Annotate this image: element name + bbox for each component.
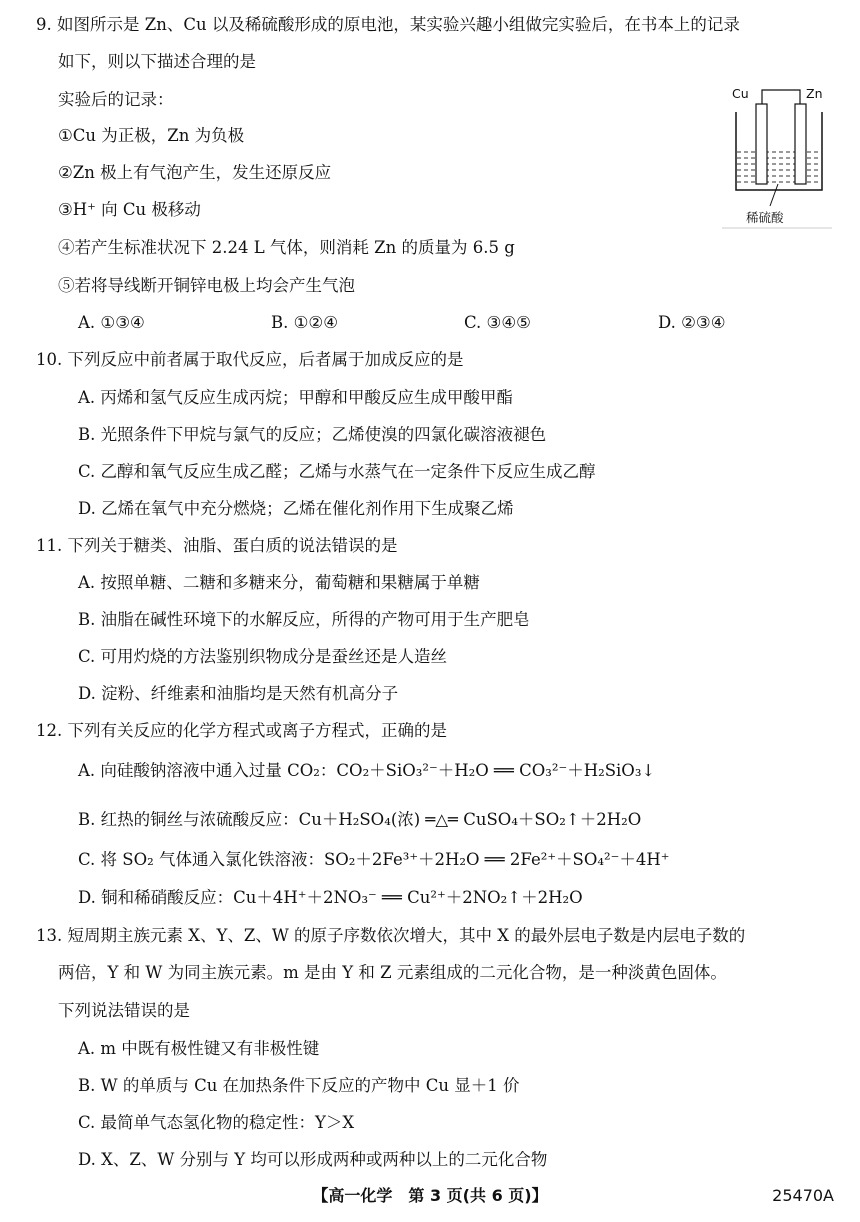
q9-option-c: C. ③④⑤ (464, 313, 531, 332)
q9-record-3: ③H⁺ 向 Cu 极移动 (58, 200, 201, 219)
q12-option-b: B. 红热的铜丝与浓硫酸反应：Cu＋H₂SO₄(浓) ═△═ CuSO₄＋SO₂↑＋2H₂O (78, 810, 642, 829)
q11-option-c: C. 可用灼烧的方法鉴别织物成分是蚕丝还是人造丝 (78, 647, 448, 666)
q12-option-c: C. 将 SO₂ 气体通入氯化铁溶液：SO₂＋2Fe³⁺＋2H₂O ══ 2Fe²⁺＋SO₄²⁻＋4H⁺ (78, 850, 670, 869)
q10-option-b: B. 光照条件下甲烷与氯气的反应；乙烯使溴的四氯化碳溶液褪色 (78, 425, 547, 444)
q13-option-b: B. W 的单质与 Cu 在加热条件下反应的产物中 Cu 显＋1 价 (78, 1076, 520, 1095)
q11-option-b: B. 油脂在碱性环境下的水解反应，所得的产物可用于生产肥皂 (78, 610, 530, 629)
q13-option-c: C. 最简单气态氢化物的稳定性：Y＞X (78, 1113, 355, 1132)
acid-label: 稀硫酸 (746, 210, 784, 225)
q9-record-5: ⑤若将导线断开铜锌电极上均会产生气泡 (58, 276, 355, 295)
q9-record-2: ②Zn 极上有气泡产生，发生还原反应 (58, 163, 332, 182)
acid-solution (737, 152, 821, 182)
q9-options (78, 313, 838, 335)
q11-option-a: A. 按照单糖、二糖和多糖来分，葡萄糖和果糖属于单糖 (78, 573, 480, 592)
q13-stem-line1: 13. 短周期主族元素 X、Y、Z、W 的原子序数依次增大，其中 X 的最外层电子数是内层电子数的 (36, 926, 746, 945)
q9-record-title: 实验后的记录： (58, 90, 174, 109)
page-footer-label: 【高一化学 第 3 页(共 6 页)】 (312, 1186, 548, 1205)
q9-stem-line1: 9. 如图所示是 Zn、Cu 以及稀硫酸形成的原电池，某实验兴趣小组做完实验后，在书本上的记录 (36, 15, 740, 34)
q9-option-b: B. ①②④ (271, 313, 338, 332)
q13-option-a: A. m 中既有极性键又有非极性键 (78, 1039, 320, 1058)
q9-stem-line2: 如下，则以下描述合理的是 (58, 52, 256, 71)
q12-option-a: A. 向硅酸钠溶液中通入过量 CO₂：CO₂＋SiO₃²⁻＋H₂O ══ CO₃²⁻＋H₂SiO₃↓ (78, 761, 656, 780)
q9-option-d: D. ②③④ (658, 313, 726, 332)
beaker (736, 112, 822, 190)
zn-electrode (795, 104, 806, 184)
q13-option-d: D. X、Z、W 分别与 Y 均可以形成两种或两种以上的二元化合物 (78, 1150, 548, 1169)
q12-stem: 12. 下列有关反应的化学方程式或离子方程式，正确的是 (36, 721, 447, 740)
q11-option-d: D. 淀粉、纤维素和油脂均是天然有机高分子 (78, 684, 399, 703)
cu-electrode-label: Cu (732, 86, 749, 101)
q13-stem-line2: 两倍，Y 和 W 为同主族元素。m 是由 Y 和 Z 元素组成的二元化合物，是一种淡黄色固体。 (58, 963, 727, 982)
acid-leader-line (770, 184, 778, 206)
q12-option-d: D. 铜和稀硝酸反应：Cu＋4H⁺＋2NO₃⁻ ══ Cu²⁺＋2NO₂↑＋2H₂O (78, 888, 583, 907)
q9-record-4: ④若产生标准状况下 2.24 L 气体，则消耗 Zn 的质量为 6.5 g (58, 238, 515, 257)
q10-option-c: C. 乙醇和氧气反应生成乙醛；乙烯与水蒸气在一定条件下反应生成乙醇 (78, 462, 596, 481)
q10-option-a: A. 丙烯和氢气反应生成丙烷；甲醇和甲酸反应生成甲酸甲酯 (78, 388, 513, 407)
q11-stem: 11. 下列关于糖类、油脂、蛋白质的说法错误的是 (36, 536, 398, 555)
q13-stem-line3: 下列说法错误的是 (58, 1001, 190, 1020)
exam-code: 25470A (772, 1186, 834, 1205)
q9-option-a: A. ①③④ (78, 313, 145, 332)
galvanic-cell-figure (722, 82, 832, 232)
cu-electrode (756, 104, 767, 184)
q9-record-1: ①Cu 为正极，Zn 为负极 (58, 126, 245, 145)
q10-option-d: D. 乙烯在氧气中充分燃烧；乙烯在催化剂作用下生成聚乙烯 (78, 499, 514, 518)
connecting-wire (762, 90, 800, 120)
zn-electrode-label: Zn (806, 86, 823, 101)
q10-stem: 10. 下列反应中前者属于取代反应，后者属于加成反应的是 (36, 350, 464, 369)
